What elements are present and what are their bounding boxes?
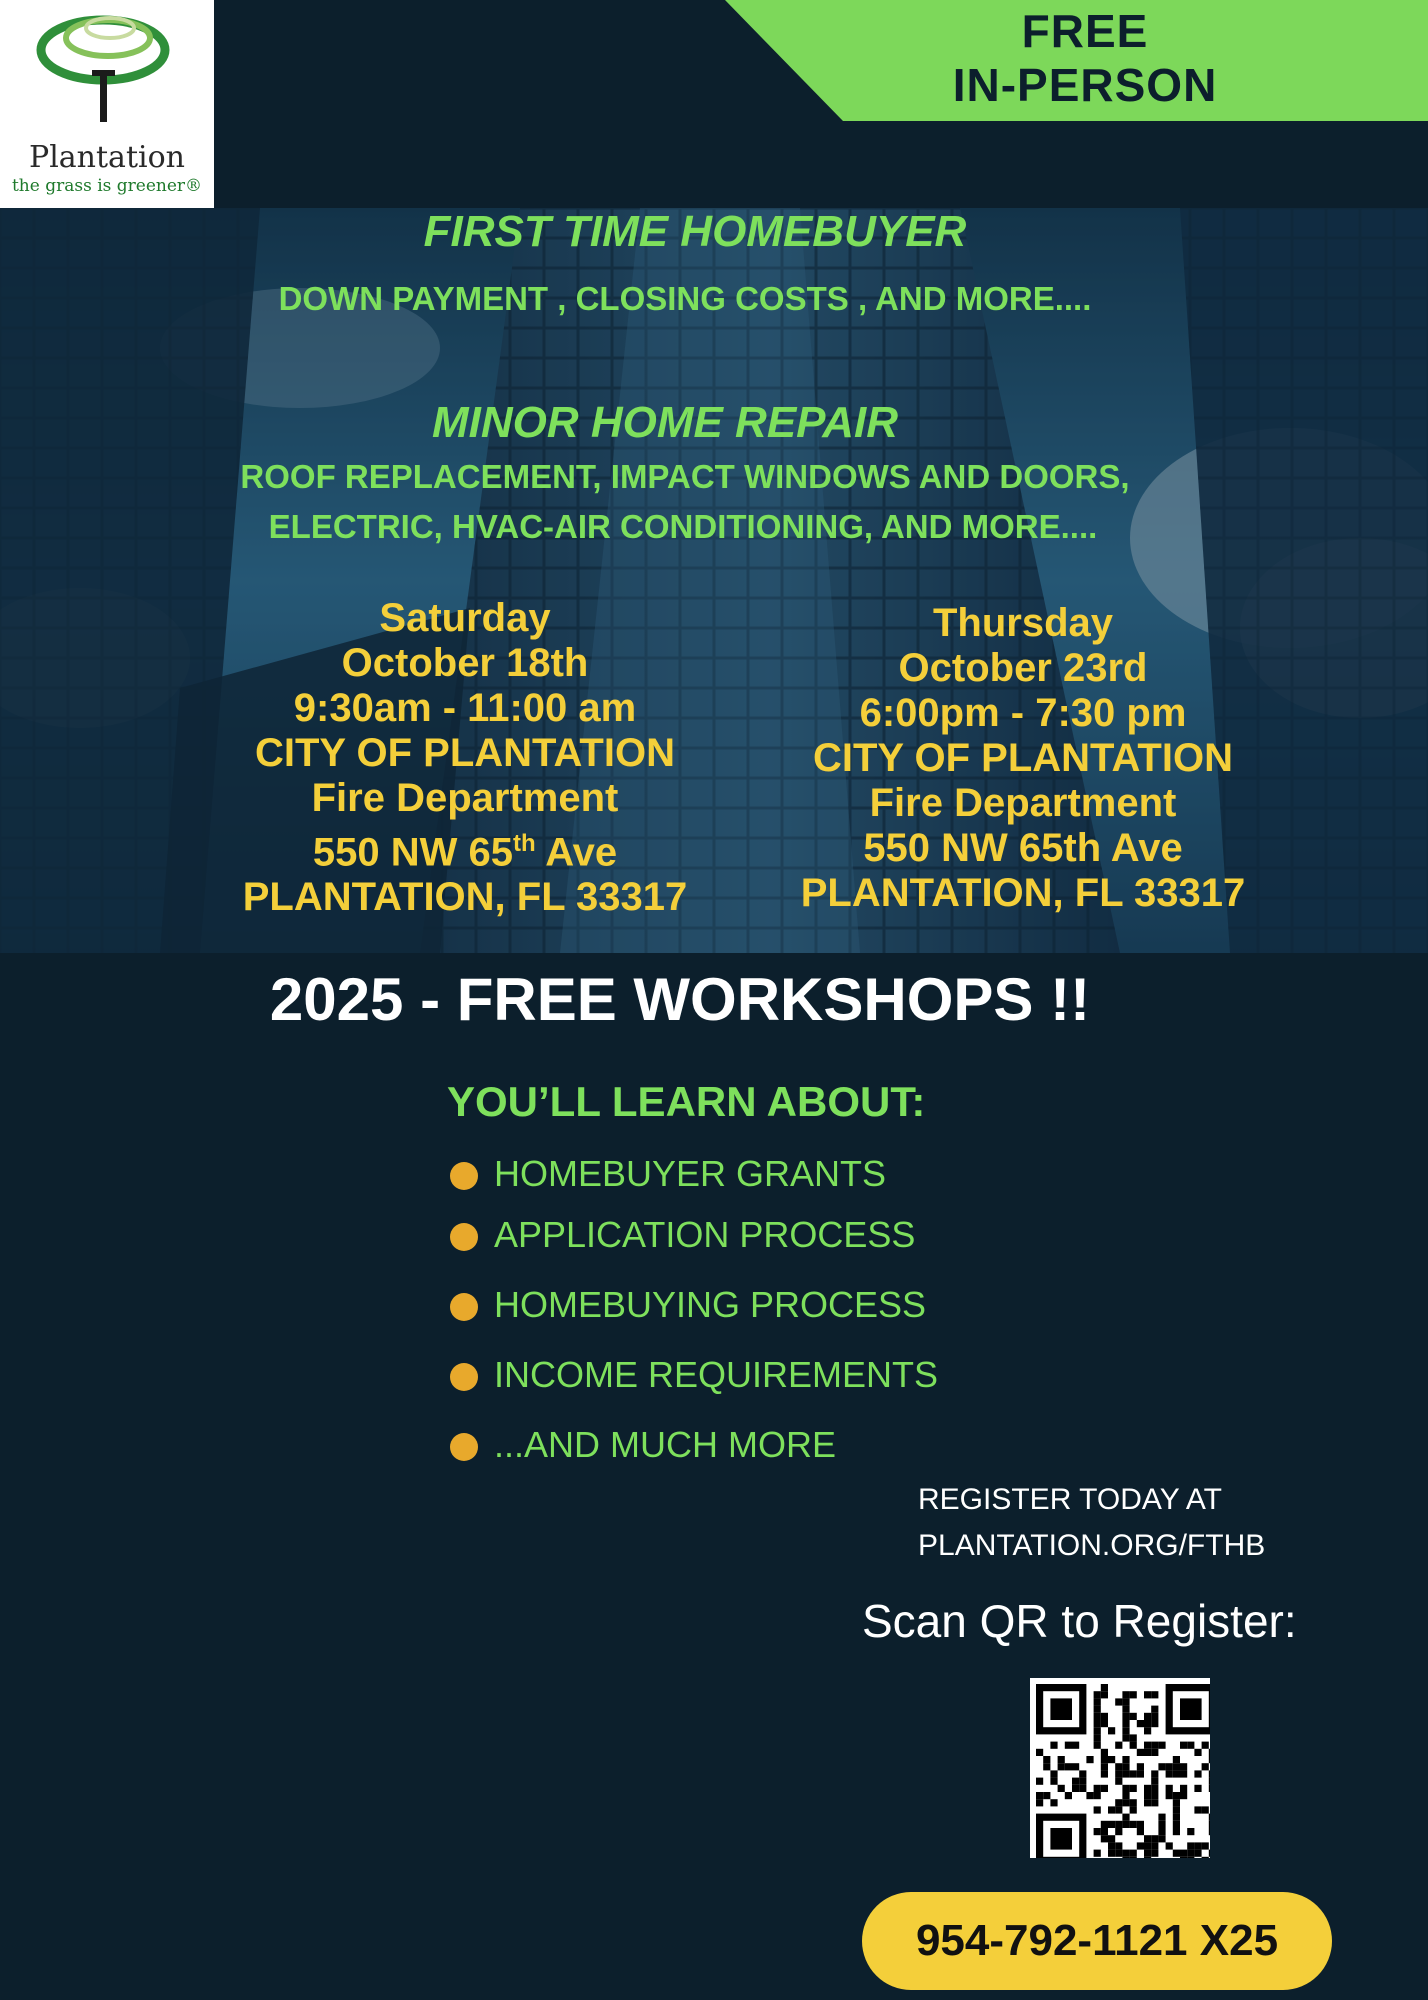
topic-text: APPLICATION PROCESS: [494, 1214, 916, 1255]
minor-home-repair-line-1: ROOF REPLACEMENT, IMPACT WINDOWS AND DOORS,: [240, 458, 1130, 495]
session-city: PLANTATION, FL 33317: [242, 875, 688, 920]
banner-line-in-person: IN-PERSON: [952, 59, 1218, 111]
banner-line-free: FREE: [1021, 5, 1149, 57]
session-day: Thursday: [932, 601, 1114, 645]
session-address: 550 NW 65th Ave: [863, 826, 1183, 870]
topic-text: HOMEBUYER GRANTS: [494, 1153, 887, 1194]
session-city: PLANTATION, FL 33317: [800, 871, 1246, 915]
plantation-logo: [0, 0, 214, 208]
logo-tagline: the grass is greener®: [11, 176, 203, 196]
learn-heading: YOU’LL LEARN ABOUT:: [447, 1078, 926, 1125]
address-suffix: th: [512, 830, 536, 857]
address-number: 550 NW 65: [312, 830, 513, 875]
bullet-icon: [450, 1162, 478, 1190]
topic-text: ...AND MUCH MORE: [494, 1424, 836, 1465]
first-time-homebuyer-subtitle: DOWN PAYMENT , CLOSING COSTS , AND MORE....: [278, 280, 1092, 317]
session-department: Fire Department: [869, 781, 1177, 825]
session-day: Saturday: [379, 596, 551, 640]
logo-name: Plantation: [29, 140, 185, 175]
bullet-icon: [450, 1433, 478, 1461]
register-url[interactable]: PLANTATION.ORG/FTHB: [918, 1529, 1266, 1562]
register-line: REGISTER TODAY AT: [918, 1483, 1222, 1516]
session-venue: CITY OF PLANTATION: [813, 736, 1233, 780]
topic-text: INCOME REQUIREMENTS: [494, 1354, 939, 1395]
session-thursday: [778, 601, 1268, 916]
scan-qr-text: Scan QR to Register:: [862, 1595, 1297, 1647]
session-venue: CITY OF PLANTATION: [255, 731, 675, 775]
topic-text: HOMEBUYING PROCESS: [494, 1284, 927, 1325]
bullet-icon: [450, 1363, 478, 1391]
first-time-homebuyer-title: FIRST TIME HOMEBUYER: [423, 207, 967, 256]
session-department: Fire Department: [311, 776, 619, 820]
workshops-heading: 2025 - FREE WORKSHOPS !!: [269, 966, 1091, 1033]
phone-number[interactable]: 954-792-1121 X25: [862, 1892, 1332, 1990]
session-date: October 23rd: [898, 646, 1148, 690]
session-date: October 18th: [341, 641, 589, 685]
minor-home-repair-line-2: ELECTRIC, HVAC-AIR CONDITIONING, AND MORE....: [268, 508, 1098, 545]
bullet-icon: [450, 1293, 478, 1321]
session-time: 6:00pm - 7:30 pm: [859, 691, 1187, 735]
session-saturday: [220, 596, 710, 920]
session-address: [220, 821, 710, 875]
register-info: [918, 1477, 1265, 1569]
minor-home-repair-title: MINOR HOME REPAIR: [431, 398, 899, 447]
address-street: Ave: [535, 830, 618, 875]
session-time: 9:30am - 11:00 am: [293, 686, 637, 730]
bullet-icon: [450, 1223, 478, 1251]
banner-text: [845, 4, 1325, 112]
qr-code-graphic: [1030, 1678, 1210, 1858]
qr-code-icon[interactable]: [1030, 1678, 1210, 1858]
tree-icon: [28, 0, 178, 130]
